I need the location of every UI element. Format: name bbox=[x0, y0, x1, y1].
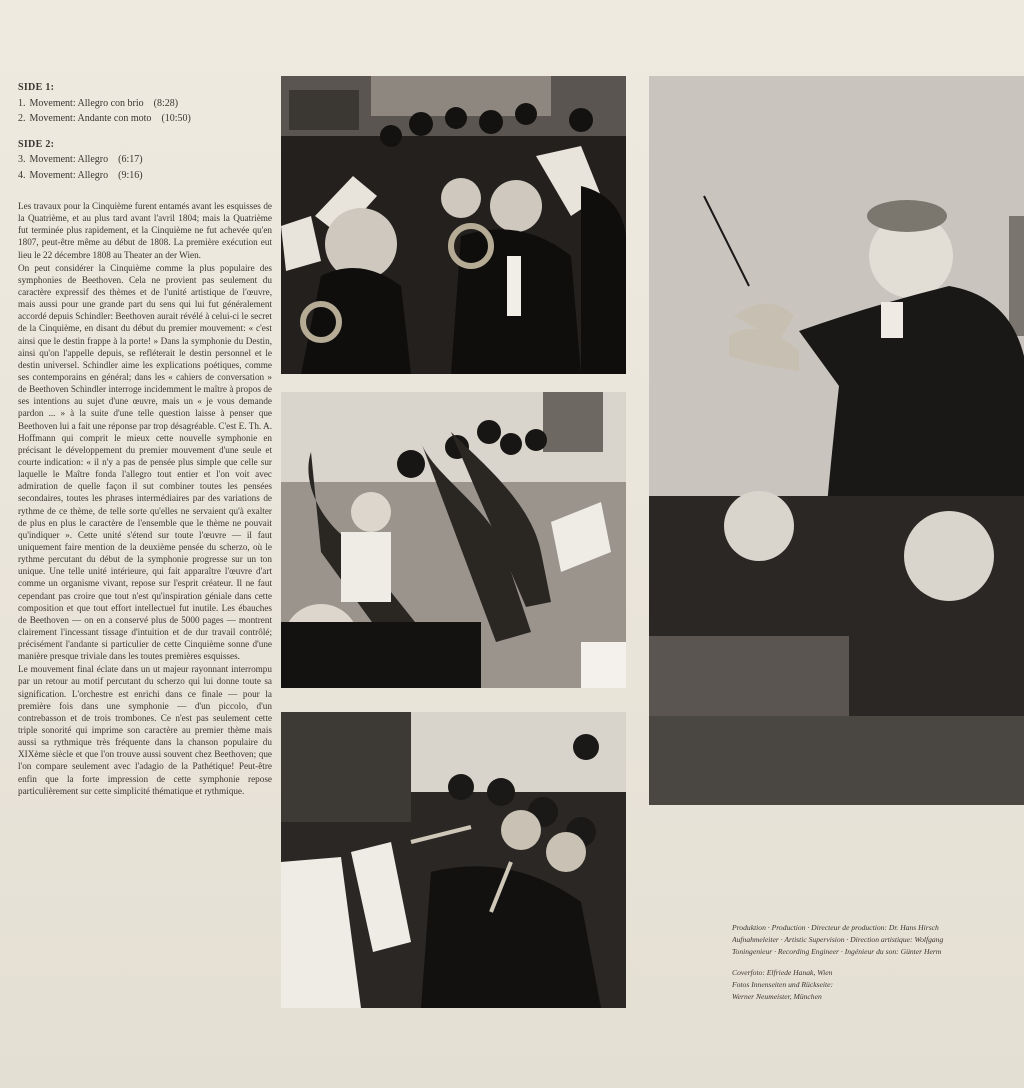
side-2-heading: SIDE 2: bbox=[18, 138, 55, 150]
track-item: 4. Movement: Allegro (9:16) bbox=[18, 169, 143, 181]
conductor-photo-drawing bbox=[649, 76, 1024, 805]
orchestra-clarinets-photo bbox=[281, 712, 626, 1008]
horns-photo-drawing bbox=[281, 76, 626, 374]
credit-line: Fotos Innenseiten und Rückseite: bbox=[732, 980, 834, 990]
track-listing bbox=[18, 76, 268, 183]
track-item: 3. Movement: Allegro (6:17) bbox=[18, 154, 143, 165]
credit-line: Aufnahmeleiter · Artistic Supervision · Direction artistique: Wolfgang bbox=[732, 934, 944, 944]
orchestra-horns-photo bbox=[281, 76, 626, 374]
liner-notes-paragraph: On peut considérer la Cinquième comme la plus populaire des symphonies de Beethoven. Cela ne provient pas seulement du caractère expressif des thèmes et de l'unité artistique de l'œuvre, mais aussi pour une grande part du sens qui lui fut généralement accordé depuis Schindler: Beethoven aurait révélé à celui-ci le secret de la Cinquième, en disant du début du premier mouvement: « c'est ainsi que le destin frappe à la porte! » Dans la symphonie du Destin, ainsi qu'on l'appelle depuis, se refléterait le destin personnel et le destin universel. Schindler aime les explications poétiques, comme ses contemporains en général; dans les « cahiers de conversation » de Beethoven Schindler interroge incidemment le maître à propos de ses intentions au sujet d'une œuvre, mais un « je vous demande pardon ... » à la suite d'une telle question laisse à penser que Beethoven lui a fait une réponse par trop désagréable. C'est E. Th. A. Hoffmann qui comprit le mieux cette nouvelle symphonie en précisant le développement du premier mouvement d'une seule et courte indication: « il n'y a pas de pensée plus simple que celle sur laquelle le Maître fonda l'allegro tout entier et l'on voit avec admiration de quelle façon il sut combiner toutes les pensées secondaires, toutes les phrases intermédiaires par des variations de rythme de ce thème, de telle sorte qu'elles ne servaient qu'à exalter de plus en plus le caractère de l'ensemble que le thème ne pouvait qu'indiquer ». Cette unité s'étend sur toute l'œuvre — il faut uniquement faire mention de la deuxième pensée du scherzo, où le rythme percutant du début de la symphonie progresse sur un ton unique. Une telle unité intérieure, qui fait apparaître l'œuvre d'art comme un organisme vivant, repose sur l'esprit créateur. Il ne faut cependant pas croire que tout n'est qu'inspiration géniale dans cette composition et que tout effort intellectuel fut inutile. Les ébauches de Beethoven — on en a conservé plus de 5000 pages — montrent clairement l'incessant tissage d'intuition et de dur travail contrôlé; précisément l'andante si particulier de cette Cinquième sonne d'une manière presque triviale dans les toutes premières esquisses. bbox=[18, 262, 272, 662]
credit-line: Coverfoto: Elfriede Hanak, Wien bbox=[732, 968, 833, 978]
credit-line: Produktion · Production · Directeur de production: Dr. Hans Hirsch bbox=[732, 923, 939, 932]
credit-line: Toningenieur · Recording Engineer · Ingénieur du son: Günter Herm bbox=[732, 946, 942, 956]
conductor-photo bbox=[649, 76, 1024, 805]
track-item: 1. Movement: Allegro con brio (8:28) bbox=[18, 97, 179, 109]
clarinets-photo-drawing bbox=[281, 712, 626, 1008]
orchestra-basses-photo bbox=[281, 392, 626, 688]
liner-notes bbox=[18, 200, 272, 797]
track-item: 2. Movement: Andante con moto (10:50) bbox=[18, 113, 191, 124]
liner-notes-paragraph: Les travaux pour la Cinquième furent entamés avant les esquisses de la Quatrième, et au plus tard avant l'avril 1804; mais la Quatrième fut terminée plus rapidement, et la Cinquième ne fut achevée qu'en 1807, peut-être même au début de 1808. La première exécution eut lieu le 22 décembre 1808 au Theater an der Wien. bbox=[18, 201, 272, 260]
basses-photo-drawing bbox=[281, 392, 626, 688]
side-1-heading: SIDE 1: bbox=[18, 82, 55, 93]
credit-line: Werner Neumeister, München bbox=[732, 991, 822, 1001]
liner-notes-paragraph: Le mouvement final éclate dans un ut majeur rayonnant interrompu par un retour au motif percutant du scherzo qui lui donne toute sa signification. L'orchestre est enrichi dans ce finale — pour la première fois dans une symphonie — d'un piccolo, d'un contrebasson et de trois trombones. Ce n'est pas seulement cette triple sonorité qui imprime son caractère au premier thème mais aussi sa rythmique très fréquente dans la chanson populaire du XIXème siècle et que l'on trouve aussi souvent chez Beethoven; que l'on compare seulement avec l'adagio de la Pathétique! Peut-être enfin que la forte impression de cette symphonie repose particulièrement sur cette simplicité thématique et rythmique. bbox=[18, 664, 272, 796]
production-credits bbox=[732, 922, 1024, 1003]
